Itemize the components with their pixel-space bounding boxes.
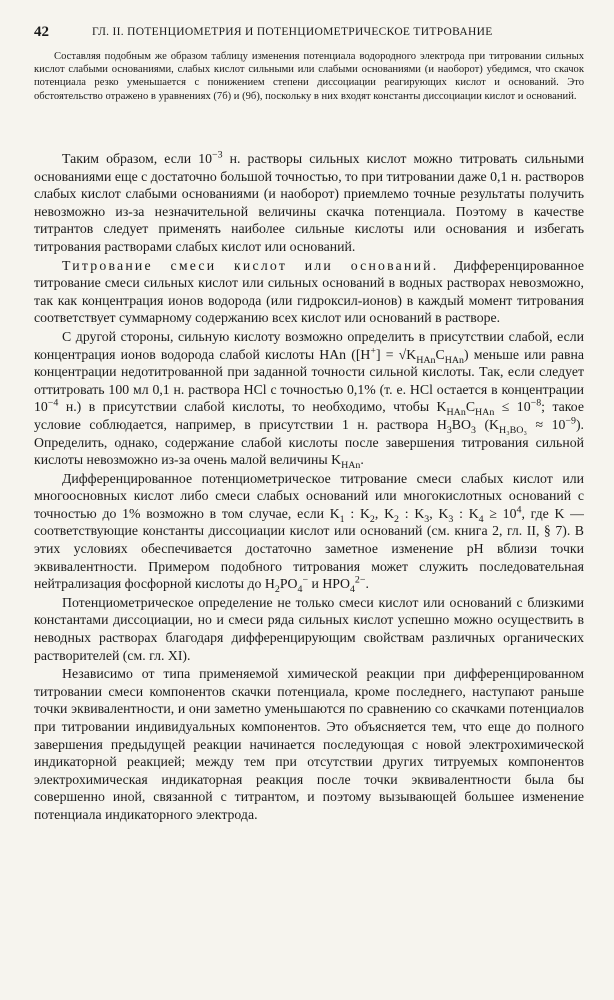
paragraph-2: Титрование смеси кислот или оснований. Дифференцированное титрование смеси сильных кислот или сильных оснований в водных растворах невозможно, так как концентрация ионов водорода (или гидроксил-ионов) в каждый момент титрования соответствует суммарному содержанию всех кислот или оснований в растворе. <box>34 257 584 326</box>
page-number: 42 <box>34 24 49 40</box>
running-head: ГЛ. II. ПОТЕНЦИОМЕТРИЯ И ПОТЕНЦИОМЕТРИЧЕСКОЕ ТИТРОВАНИЕ <box>92 26 493 38</box>
small-print-note <box>34 50 584 103</box>
paragraph-5: Потенциометрическое определение не только смеси кислот или оснований с близкими константами диссоциации, но и смеси ряда сильных кислот успешно можно осуществить в неводных растворах благодаря дифференцирующим свойствам различных органических растворителей (см. гл. XI). <box>34 594 584 663</box>
paragraph-4: Дифференцированное потенциометрическое титрование смеси слабых кислот или многоосновных кислот либо смеси слабых оснований или многокислотных оснований с точностью до 1% возможно в том случае, если $K_1$ : $K_2$, $K_2$ : $K_3$, $K_3$ : $K_4 \ge 10^4$, где K — соответствующие константы диссоциации кислот или оснований (см. книга 2, гл. II, § 7). В этих условиях обеспечивается достаточно заметное изменение pH вблизи точки эквивалентности. Примером подобного титрования может служить последовательная нейтрализация фосфорной кислоты до $H_2PO_4^-$ и $HPO_4^{2-}$. <box>34 470 584 595</box>
page-header <box>34 24 584 44</box>
paragraph-6: Независимо от типа применяемой химической реакции при дифференцированном титровании смеси компонентов скачки потенциала, кроме последнего, наступают раньше точки эквивалентности, и они заметно уменьшаются по сравнению со скачками потенциалов при титровании индивидуальных компонентов. Это объясняется тем, что еще до полного завершения предыдущей реакции начинается последующая с новой электрохимической индикаторной реакцией; между тем при отсутствии других титруемых компонентов электрохимическая индикаторная реакция после точки эквивалентности была бы совершенно иной, связанной с титрантом, и поэтому вызывающей большее изменение потенциала индикаторного электрода. <box>34 666 584 822</box>
section-heading: Титрование смеси кислот или оснований. <box>62 257 439 273</box>
paragraph-1: Таким образом, если $10^{-3}$ н. растворы сильных кислот можно титровать сильными основаниями еще с достаточно большой точностью, то при титровании даже 0,1 н. растворов слабых кислот слабыми основаниями (и наоборот) приемлемо точные результаты получить невозможно из-за незначительной величины скачка потенциала. Поэтому в качестве титрантов следует применять наиболее сильные кислоты или основания и избегать титрования растворами слабых кислот или оснований. <box>34 149 584 254</box>
small-print-paragraph: Составляя подобным же образом таблицу изменения потенциала водородного электрода при титровании сильных кислот слабыми основаниями, слабых кислот сильными или слабыми основаниями (и наоборот) убедимся, что скачок потенциала резко уменьшается с понижением степени диссоциации реагирующих кислот и оснований. Это обстоятельство отражено в уравнениях (7б) и (9б), поскольку в них входят константы диссоциации кислот и оснований. <box>34 51 584 102</box>
main-text <box>34 150 584 825</box>
paragraph-3: С другой стороны, сильную кислоту возможно определить в присутствии слабой, если концентрация ионов водорода слабой кислоты HAn $([H^+] = √K_{HAn}C_{HAn})$ меньше или равна концентрации недотитрованной при заданной точности сильной кислоты. Так, если следует оттитровать 100 мл 0,1 н. раствора HCl с точностью 0,1% (т. е. HCl остается в концентрации $10^{-4}$ н.) в присутствии слабой кислоты, то необходимо, чтобы $K_{HAn}C_{HAn} \le 10^{-8}$; такое условие соблюдается, например, в присутствии 1 н. раствора $H_3BO_3$ $(K_{H_3BO_3} \approx 10^{-9})$. Определить, однако, содержание слабой кислоты после завершения титрования сильной кислоты невозможно из-за очень малой величины $K_{HAn}$. <box>34 328 585 471</box>
